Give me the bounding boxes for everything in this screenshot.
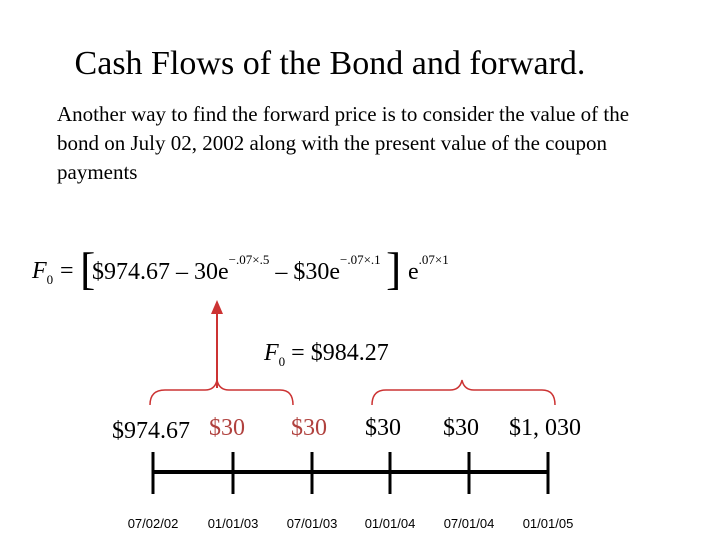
- formula-compound-factor: $e^{.07\times 1}$: [408, 252, 449, 285]
- forward-price-result: $F_0$ = $984.27: [264, 340, 389, 369]
- formula-open-bracket: [: [80, 243, 96, 294]
- right-brace-icon: [372, 380, 555, 405]
- cashflow-amount: $30: [209, 415, 245, 441]
- formula-lhs: $F_0$: [32, 258, 54, 287]
- formula-body: $974.67 – $30e^{-.07\times.5}$ – $\$30e^{-.07\times.1}$: [92, 252, 381, 285]
- formula-close-bracket: ]: [386, 243, 402, 294]
- timeline-date: 07/01/03: [286, 516, 338, 531]
- timeline-date: 01/01/05: [522, 516, 574, 531]
- formula-equals: =: [60, 258, 74, 284]
- timeline-date: 01/01/03: [207, 516, 259, 531]
- cashflow-amount: $30: [443, 415, 479, 441]
- timeline-date: 01/01/04: [364, 516, 416, 531]
- timeline-date: 07/01/04: [443, 516, 495, 531]
- cashflow-amount: $30: [291, 415, 327, 441]
- slide-body-text: Another way to find the forward price is to consider the value of the bond on July 02, 2002 along with the present value of the coupon payments: [57, 102, 630, 184]
- timeline-date: 07/02/02: [127, 516, 179, 531]
- arrow-up-icon: [211, 300, 223, 314]
- cashflow-amount: $974.67: [112, 418, 190, 444]
- left-brace-icon: [150, 380, 293, 405]
- result-lhs: $F_0$: [264, 340, 286, 369]
- cashflow-amount: $30: [365, 415, 401, 441]
- cashflow-amount: $1, 030: [509, 415, 581, 441]
- slide-title: Cash Flows of the Bond and forward.: [74, 45, 586, 82]
